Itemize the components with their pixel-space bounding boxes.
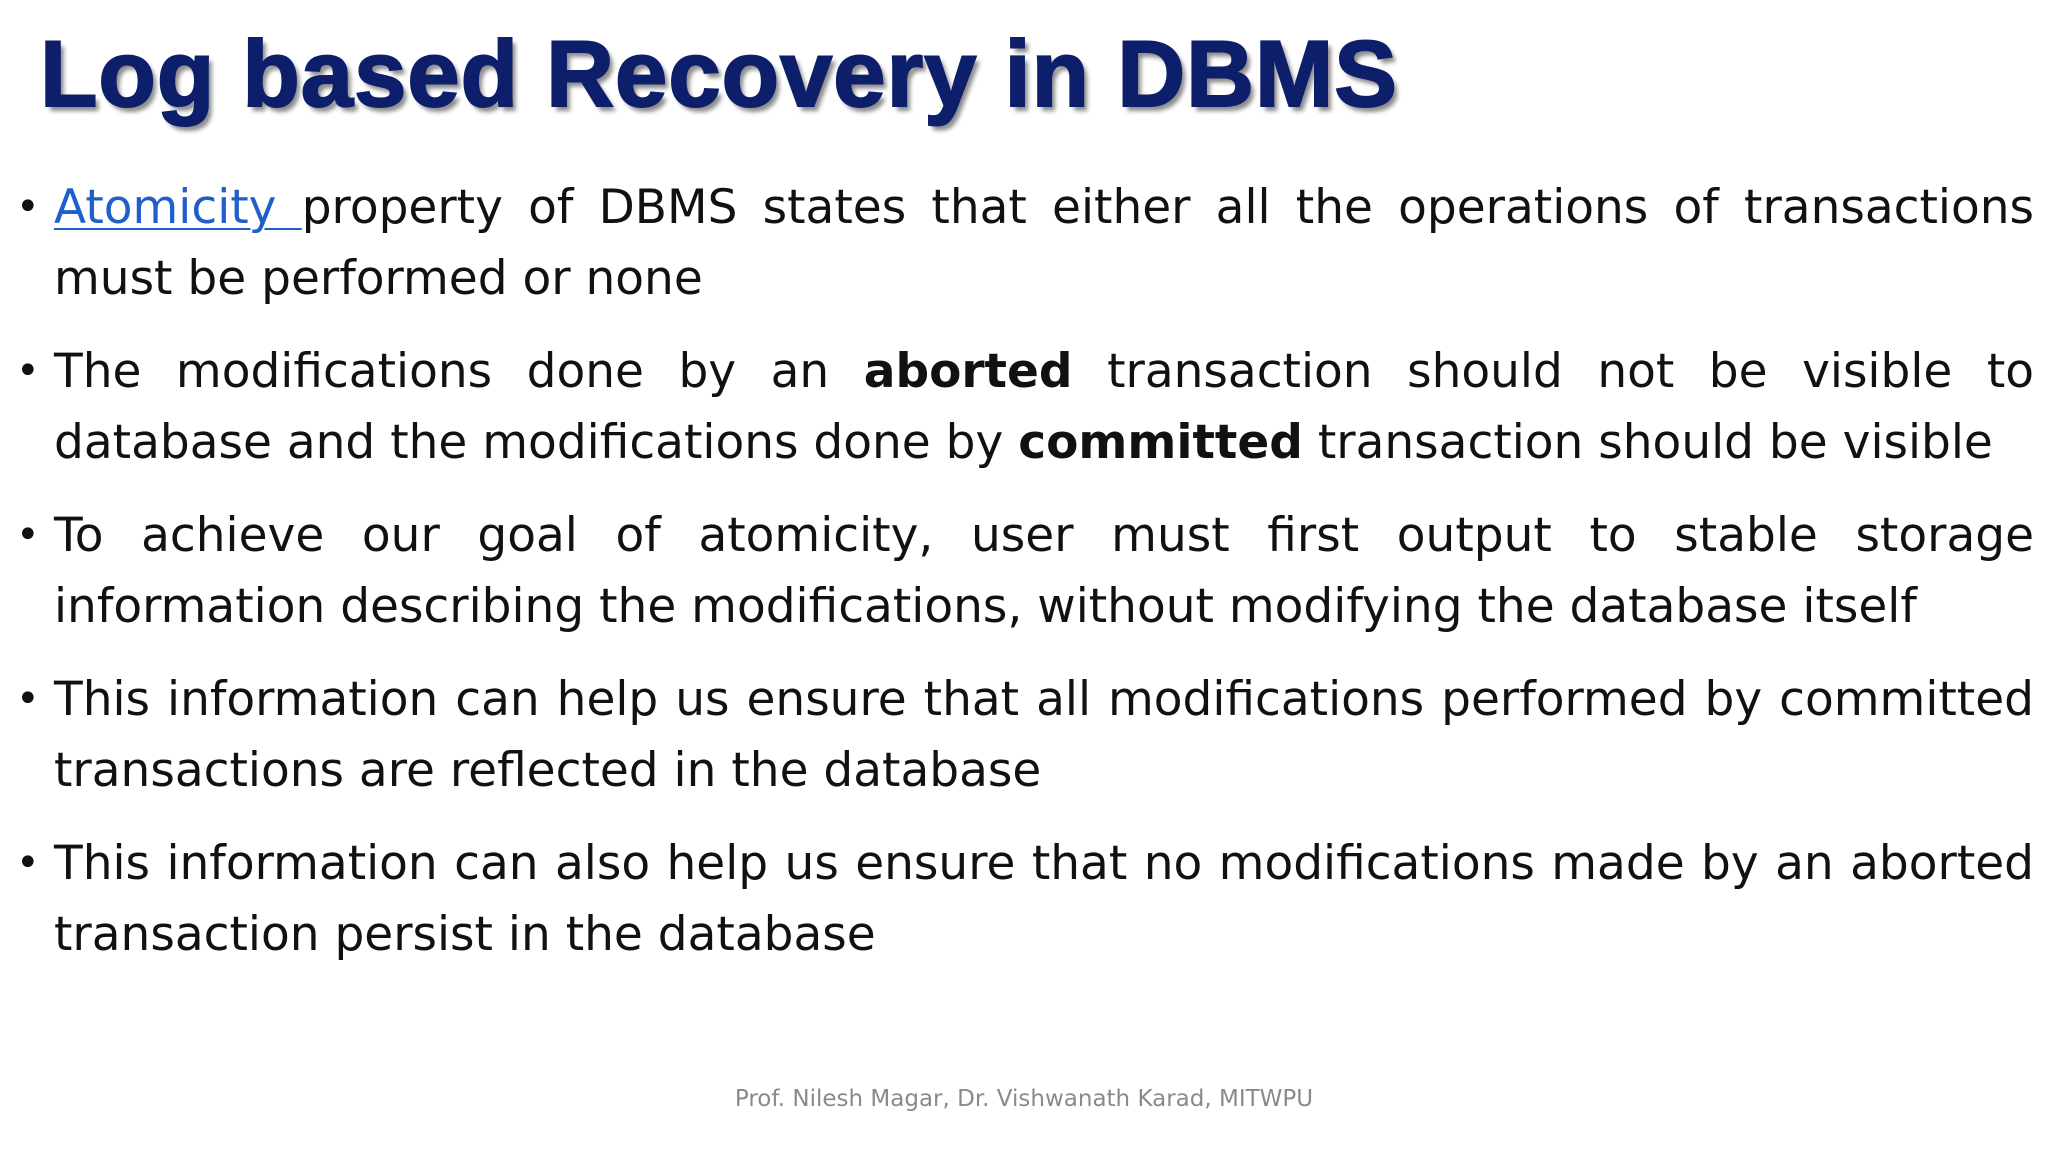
bullet-text: transaction should not be visible to database and the modifications done by bbox=[54, 344, 2035, 470]
bullet-dot: • bbox=[16, 676, 40, 722]
bullet-item-atomicity bbox=[16, 172, 2034, 314]
bullet-item-committed-reflected bbox=[16, 664, 2034, 806]
bullet-text: property of DBMS states that either all the operations of transactions must be performed or none bbox=[54, 180, 2034, 306]
bullet-dot: • bbox=[16, 348, 40, 394]
bullet-text: To achieve our goal of atomicity, user must first output to stable storage information describing the modifications, without modifying the database itself bbox=[54, 508, 2034, 634]
bold-term-aborted: aborted bbox=[863, 344, 1073, 399]
bullet-item-modifications bbox=[16, 336, 2034, 478]
bullet-text: The modifications done by an bbox=[54, 344, 864, 399]
bullet-item-aborted-persist bbox=[16, 828, 2034, 970]
bullet-text: This information can help us ensure that all modifications performed by committed transactions are reflected in the database bbox=[54, 672, 2034, 798]
bullet-dot: • bbox=[16, 512, 40, 558]
bullet-dot: • bbox=[16, 840, 40, 886]
slide-footer: Prof. Nilesh Magar, Dr. Vishwanath Karad, MITWPU bbox=[734, 1086, 1314, 1112]
bullet-text: transaction should be visible bbox=[1302, 415, 1993, 470]
bullet-text: This information can also help us ensure that no modifications made by an aborted transaction persist in the database bbox=[54, 836, 2034, 962]
atomicity-link[interactable]: Atomicity bbox=[54, 180, 302, 235]
bullet-dot: • bbox=[16, 184, 40, 230]
bold-term-committed: committed bbox=[1018, 415, 1303, 470]
slide-title: Log based Recovery in DBMS bbox=[40, 21, 1398, 126]
bullet-item-stable-storage bbox=[16, 500, 2034, 642]
bullet-list bbox=[16, 172, 2034, 992]
